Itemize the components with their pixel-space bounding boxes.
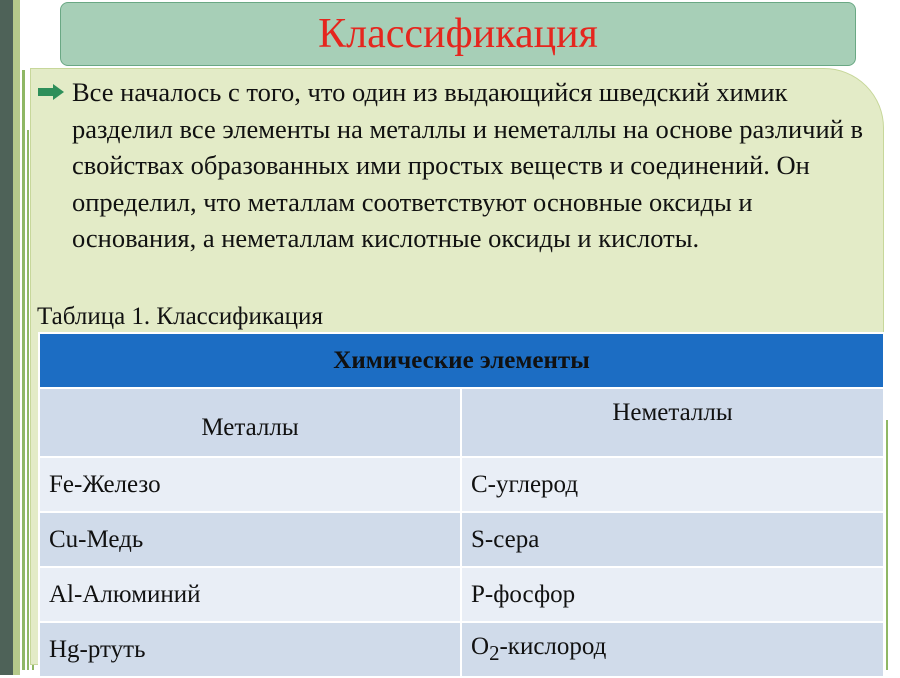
nonmetal-cell	[461, 567, 884, 622]
table-header-row	[39, 333, 884, 388]
decorative-line	[27, 130, 29, 670]
nonmetal-subscript: 2	[489, 641, 500, 665]
table-header: Химические элементы	[39, 333, 884, 388]
left-stripe-dark	[0, 0, 13, 675]
bullet-paragraph: Все началось с того, что один из выдающийся шведский химик разделил все элементы на металлы и неметаллы на основе различий в свойствах образованных ими простых веществ и соединений. Он определил, что металлам соответствуют основные оксиды и основания, а неметаллам кислотные оксиды и кислоты.	[72, 77, 864, 253]
left-stripe-green	[13, 0, 20, 675]
table-row	[39, 457, 884, 512]
metal-cell: Fe-Железо	[39, 457, 461, 512]
table-row	[39, 512, 884, 567]
nonmetal-suffix: -кислород	[499, 633, 607, 660]
metal-cell: Al-Алюминий	[39, 567, 461, 622]
decorative-line	[886, 420, 888, 670]
title-banner	[60, 2, 856, 66]
table-caption: Таблица 1. Классификация	[37, 303, 323, 330]
column-header-metals: Металлы	[39, 388, 461, 457]
table-row	[39, 567, 884, 622]
nonmetal-text: S-сера	[471, 525, 540, 553]
arrow-right-icon	[38, 84, 64, 100]
nonmetal-cell	[461, 457, 884, 512]
nonmetal-text: C-углерод	[471, 470, 579, 498]
metal-cell: Cu-Медь	[39, 512, 461, 567]
metal-cell: Hg-ртуть	[39, 622, 461, 677]
slide-title: Классификация	[318, 11, 598, 57]
nonmetal-cell	[461, 622, 884, 677]
nonmetal-text: P-фосфор	[471, 580, 576, 608]
column-header-nonmetals: Неметаллы	[461, 388, 884, 457]
table-column-row	[39, 388, 884, 457]
classification-table	[38, 332, 885, 678]
table-row	[39, 622, 884, 677]
decorative-line	[22, 70, 25, 670]
nonmetal-text: O	[471, 633, 490, 660]
nonmetal-cell	[461, 512, 884, 567]
